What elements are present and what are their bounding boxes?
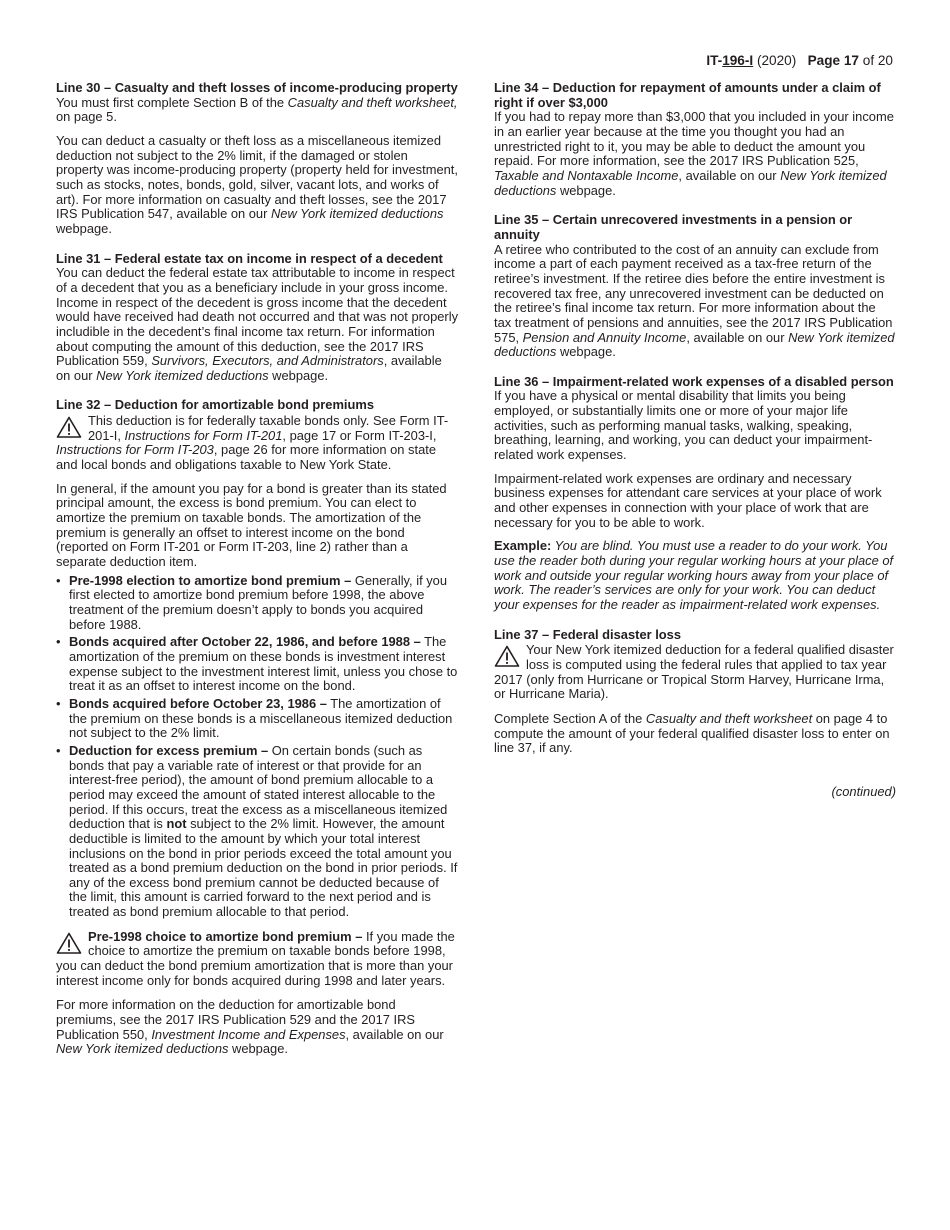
line-37-warning-text: Your New York itemized deduction for a federal qualified disaster loss is computed using the federal rules that applied to tax year 2017 (only from Hurricane or Tropical Storm Harvey, Hurricane Irma, or Hurricane Maria). bbox=[494, 642, 894, 702]
line-34-title: Line 34 – Deduction for repayment of amounts under a claim of right if over $3,000 bbox=[494, 80, 881, 110]
line-37-section bbox=[494, 628, 896, 756]
warning-icon bbox=[56, 932, 82, 954]
line-35-title: Line 35 – Certain unrecovered investments in a pension or annuity bbox=[494, 212, 853, 242]
page-header bbox=[706, 53, 893, 69]
line-30-title: Line 30 – Casualty and theft losses of income-producing property bbox=[56, 80, 458, 95]
line-36-title: Line 36 – Impairment-related work expenses of a disabled person bbox=[494, 373, 894, 389]
warning-icon bbox=[494, 645, 520, 667]
page-total: of 20 bbox=[858, 53, 893, 68]
line-34-paragraph: If you had to repay more than $3,000 that you included in your income in an earlier year because at the time you thought you had an unrestricted right to it, you may be able to deduct the amount you repaid. For more information, see the 2017 IRS Publication 525, Taxable and Nontaxable Income, available on our New York itemized deductions webpage. bbox=[494, 109, 894, 198]
warning-icon bbox=[56, 416, 82, 438]
line-31-paragraph: You can deduct the federal estate tax attributable to income in respect of a decedent that you as a beneficiary include in your gross income. Income in respect of the decedent is gross income that the decedent would have received had death not occurred and that was not properly includible in the decedent’s final income tax return. For information about computing the amount of this deduction, see the 2017 IRS Publication 559, Survivors, Executors, and Administrators, available on our New York itemized deductions webpage. bbox=[56, 265, 459, 383]
line-32-warning bbox=[56, 414, 458, 473]
line-32-section bbox=[56, 398, 458, 1057]
line-37-warning bbox=[494, 643, 896, 702]
line-35-paragraph: A retiree who contributed to the cost of an annuity can exclude from income a part of each payment received as a tax-free return of the retiree’s investment. If the retiree dies before the entire investment is recovered tax free, any unrecovered investment can be deducted on the retiree’s final income tax return. For more information about the tax treatment of pensions and annuities, see the 2017 IRS Publication 575, Pension and Annuity Income, available on our New York itemized deductions webpage. bbox=[494, 241, 895, 360]
form-year: (2020) bbox=[753, 53, 797, 68]
form-number: 196-I bbox=[722, 53, 754, 68]
line-34-section bbox=[494, 81, 896, 198]
page-number: Page 17 bbox=[807, 53, 859, 68]
line-37-paragraph-2: Complete Section A of the Casualty and theft worksheet on page 4 to compute the amount of your federal qualified disaster loss to enter on line 37, if any. bbox=[494, 710, 890, 756]
line-36-paragraph-1: If you have a physical or mental disability that limits you being employed, or substantially limits one or more of your major life activities, such as performing manual tasks, walking, speaking, breathing, learning, and working, you can deduct your impairment-related work expenses. bbox=[494, 388, 873, 463]
line-36-paragraph-2: Impairment-related work expenses are ordinary and necessary business expenses for attendant care services at your place of work and other expenses in connection with your place of work that are necessary for you to be able to work. bbox=[494, 470, 882, 530]
list-item-bonds-before-1986: • Bonds acquired before October 23, 1986 – The amortization of the premium on these bonds is a miscellaneous itemized deduction not subject to the 2% limit. bbox=[56, 695, 453, 741]
list-item-pre-1998-election: • Pre-1998 election to amortize bond premium – Generally, if you first elected to amortize bond premium before 1998, the above treatment of the premium doesn’t apply to bonds you acquired before 1988. bbox=[56, 572, 448, 632]
line-36-example: Example: You are blind. You must use a reader to do your work. You use the reader both during your regular working hours at your place of work and outside your regular working hours away from your place of work. The reader’s services are only for your work. You can deduct your expenses for the reader as impairment-related work expenses. bbox=[494, 538, 894, 612]
line-32-paragraph-3: For more information on the deduction for amortizable bond premiums, see the 2017 IRS Publication 529 and the 2017 IRS Publication 550, Investment Income and Expenses, available on our New York itemized deductions webpage. bbox=[56, 997, 444, 1057]
line-32-warning-text: This deduction is for federally taxable bonds only. See Form IT-201-I, Instructions for Form IT-201, page 17 or Form IT-203-I, Instructions for Form IT-203, page 26 for more information on state and local bonds and obligations taxable to New York State. bbox=[56, 413, 449, 473]
line-31-title: Line 31 – Federal estate tax on income in respect of a decedent bbox=[56, 250, 443, 266]
continued-label: (continued) bbox=[831, 783, 896, 799]
line-35-section bbox=[494, 213, 896, 360]
left-column bbox=[56, 81, 458, 1057]
list-item-bonds-after-1986: • Bonds acquired after October 22, 1986, and before 1988 – The amortization of the premium on these bonds is investment interest expense subject to the investment interest limit, unless you chose to treat it as an offset to interest income on the bond. bbox=[56, 634, 458, 694]
form-prefix: IT- bbox=[706, 53, 723, 68]
line-36-section bbox=[494, 375, 896, 613]
line-32-title: Line 32 – Deduction for amortizable bond premiums bbox=[56, 397, 375, 413]
line-31-section bbox=[56, 252, 458, 384]
line-32-paragraph-2: In general, if the amount you pay for a bond is greater than its stated principal amount, the excess is bond premium. You can elect to amortize the premium on taxable bonds. The amortization of the premium is generally an offset to interest income on the bond (reported on Form IT-201 or Form IT-203, line 2) rather than a separate deduction item. bbox=[56, 480, 447, 570]
line-30-section bbox=[56, 81, 458, 237]
line-30-paragraph-1: You must first complete Section B of the Casualty and theft worksheet, on page 5. bbox=[56, 94, 458, 125]
list-item-excess-premium: • Deduction for excess premium – On certain bonds (such as bonds that pay a variable rate of interest or that provide for an interest-free period), the amount of bond premium allocable to a period may exceed the amount of stated interest allocable to the period. If this occurs, treat the excess as a miscellaneous itemized deduction that is not subject to the 2% limit. However, the amount deductible is limited to the amount by which your total interest inclusions on the bond in prior periods exceed the total amount you treated as a bond premium deduction on the bond in prior periods. If any of the excess bond premium cannot be deducted because of the limit, this amount is carried forward to the next period and is treated as bond premium allocable to that period. bbox=[56, 742, 458, 920]
line-30-paragraph-2: You can deduct a casualty or theft loss as a miscellaneous itemized deduction not subject to the 2% limit, if the damaged or stolen property was income-producing property (property held for investment, such as stocks, notes, bonds, gold, silver, vacant lots, and works of art). For more information on casualty and theft losses, see the 2017 IRS Publication 547, available on our New York itemized deductions webpage. bbox=[56, 132, 458, 236]
pre-1998-choice-warning bbox=[56, 930, 458, 989]
line-37-title: Line 37 – Federal disaster loss bbox=[494, 626, 682, 642]
right-column bbox=[494, 81, 896, 800]
pre-1998-choice-text: Pre-1998 choice to amortize bond premium – If you made the choice to amortize the premium on taxable bonds before 1998, you can deduct the bond premium amortization that is more than your interest income only for bonds acquired during 1998 and later years. bbox=[56, 928, 455, 988]
